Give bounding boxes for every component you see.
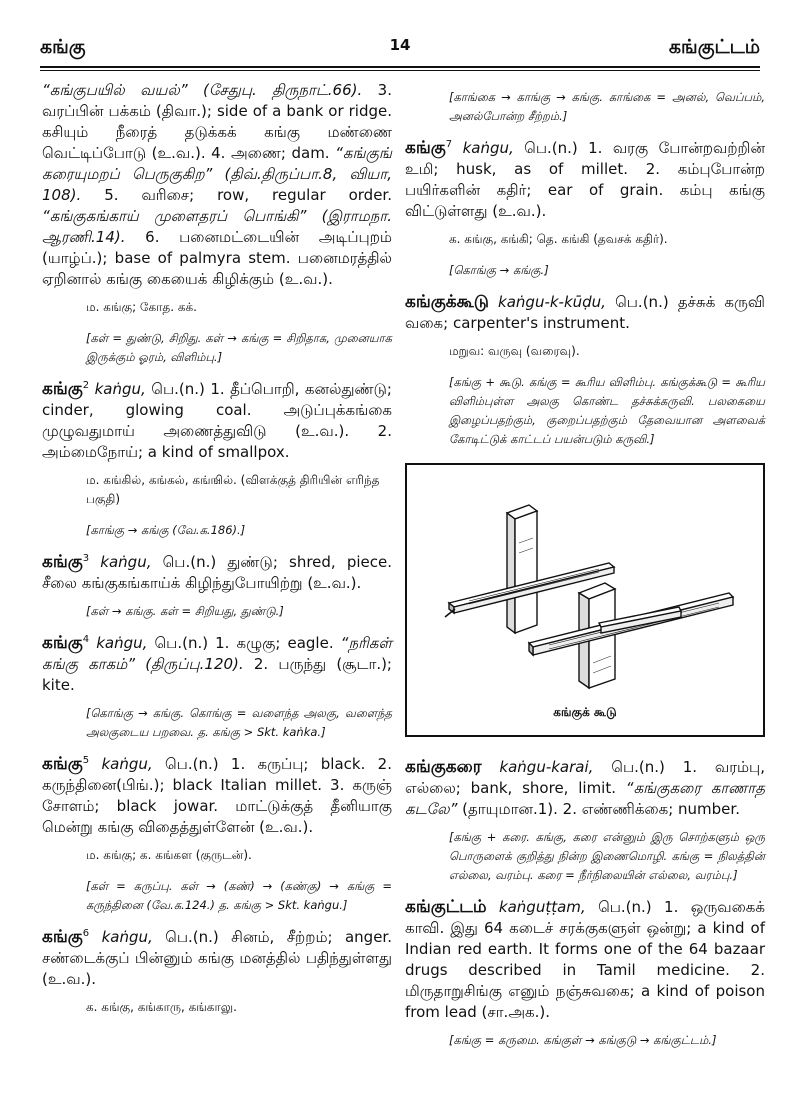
homonym-number: 3: [82, 553, 90, 564]
etymology: [கள் → கங்கு. கள் = சிறியது, துண்டு.]: [86, 604, 284, 618]
entry-kangu-7: [405, 138, 765, 222]
headword: கங்கு: [42, 379, 83, 399]
etymology: [கள் = துண்டு, சிறிது. கள் → கங்கு = சிறிதாக, முனையாக இருக்கும் ஓரம், விளிம்பு.]: [86, 331, 392, 364]
etymology: [காங்கு → கங்கு (வே.க.186).]: [86, 523, 246, 537]
headword: கங்குக்கூடு: [405, 292, 489, 312]
cognates: க. கங்கு, கங்கி; தெ. கங்கி (தவசக் கதிர்).: [449, 232, 668, 246]
left-guide-word: கங்கு: [40, 36, 86, 58]
right-guide-word: கங்குட்டம்: [668, 36, 760, 58]
headword: கங்கு: [42, 754, 83, 774]
definition-text: பெ.(n.) 1. கழுகு; eagle.: [147, 634, 341, 652]
transliteration: kaṅgu,: [101, 755, 153, 773]
definition-text: 2. பருந்து (சூடா.); kite.: [42, 655, 392, 694]
quote: “நரிகள் கங்கு காகம்” (திருப்பு.120).: [42, 634, 392, 673]
entry-kangu-4: [42, 633, 392, 696]
etymology: [கங்கு + கூடு. கங்கு = கூரிய விளிம்பு. கங்குக்கூடு = கூரிய விளிம்புள்ள அலகு கொண்ட தச்சுக்கருவி. பலகையை இழைப்பதற்கும், குறைப்பதற்கும் தேவையான அளவைக் கோடிட்டுக் காட்டப் பயன்படும் கருவி.]: [449, 375, 765, 446]
cognates: ம. கங்கு; கோத. கக்.: [86, 300, 197, 314]
cognates: ம. கங்கில், கங்கல், கங்ஙில். (விளக்குத் திரியின் எரிந்த பகுதி): [86, 473, 380, 506]
entry-kangu-5: [42, 754, 392, 838]
left-column: [42, 80, 392, 1029]
etymology: [கங்கு = கருமை. கங்குள் → கங்குடு → கங்குட்டம்.]: [449, 1033, 717, 1047]
headword: கங்குகரை: [405, 757, 482, 777]
etymology: [காங்கை → காங்கு → கங்கு. காங்கை = அனல், வெப்பம், அனல்போன்ற சீற்றம்.]: [449, 90, 765, 123]
definition-text: பெ.(n.) 1. வரம்பு, எல்லை; bank, shore, limit.: [405, 758, 765, 797]
header-rule: [40, 66, 760, 68]
transliteration: kaṅgu-karai,: [499, 758, 594, 776]
quote: “கங்குங் கரையுமறப் பெருகுகிற” (திவ்.திருப்பா.8, வியா, 108).: [42, 144, 392, 204]
transliteration: kaṅgu,: [101, 928, 153, 946]
entry-kanguttam: [405, 897, 765, 1023]
definition-text: 5. வரிசை; row, regular order.: [81, 186, 392, 204]
definition-text: பெ.(n.) துண்டு; shred, piece. சீலை கங்குகங்காய்க் கிழிந்துபோயிற்று (உ.வ.).: [42, 553, 392, 592]
right-column: [405, 80, 765, 1062]
quote: “கங்குகரை காணாத கடலே”: [405, 779, 765, 818]
etymology: [கங்கு + கரை. கங்கு, கரை என்னும் இரு சொற்களும் ஒரு பொருளைக் குறித்து நின்ற இணைமொழி. கங்கு = நிலத்தின் எல்லை, வரம்பு. கரை = நீர்நிலையின் எல்லை, வரம்பு.]: [449, 830, 765, 882]
definition-text: பெ.(n.) தச்சுக் கருவி வகை; carpenter's instrument.: [405, 293, 765, 332]
citation: (சேதுபு. திருநாட்.66).: [203, 81, 363, 99]
page-header: [40, 36, 760, 66]
etymology: [கொங்கு → கங்கு. கொங்கு = வளைந்த அலகு, வளைந்த அலகுடைய பறவை. த. கங்கு > Skt. kaṅka.]: [86, 706, 392, 739]
headword: கங்குட்டம்: [405, 897, 487, 917]
homonym-number: 4: [82, 634, 90, 645]
definition-text: (தாயுமான.1). 2. எண்ணிக்கை; number.: [457, 800, 740, 818]
cognates: ம. கங்கு; க. கங்கள (குருடன்).: [86, 848, 252, 862]
definition-text: பெ.(n.) 1. வரகு போன்றவற்றின் உமி; husk, as of millet. 2. கம்புபோன்ற பயிர்களின் கதிர்; ear of grain. கம்பு கங்கு விட்டுள்ளது (உ.வ.).: [405, 139, 765, 220]
headword: கங்கு: [42, 633, 83, 653]
definition-text: பெ.(n.) சினம், சீற்றம்; anger. சண்டைக்குப் பின்னும் கங்கு மனத்தில் பதிந்துள்ளது (உ.வ.).: [42, 928, 392, 988]
headword: கங்கு: [42, 552, 83, 572]
figure-box: [405, 463, 765, 737]
header-rule-thin: [40, 70, 760, 71]
homonym-number: 5: [82, 755, 90, 766]
transliteration: kaṅgu,: [100, 553, 152, 571]
transliteration: kaṅgu,: [96, 634, 148, 652]
homonym-number: 7: [445, 139, 453, 150]
marking-gauge-illustration: [429, 483, 745, 703]
transliteration: kaṅgu-k-kūḍu,: [498, 293, 606, 311]
headword: கங்கு: [42, 927, 83, 947]
entry-kangukarai: [405, 757, 765, 820]
definition-text: பெ.(n.) 1. தீப்பொறி, கனல்துண்டு; cinder, glowing coal. அடுப்புக்கங்கை முழுவதுமாய் அணைத்துவிடு (உ.வ.). 2. அம்மைநோய்; a kind of smallpox.: [42, 380, 392, 461]
entry-kangu-3: [42, 552, 392, 594]
transliteration: kaṅgu,: [94, 380, 146, 398]
figure-caption: கங்குக் கூடு: [553, 705, 617, 719]
continued-entry: [42, 80, 392, 290]
headword: கங்கு: [405, 138, 446, 158]
definition-text: 3. வரப்பின் பக்கம் (திவா.); side of a bank or ridge. கசியும் நீரைத் தடுக்கக் கங்கு மண்ணை வெட்டிப்போடு (உ.வ.). 4. அணை; dam.: [42, 81, 392, 162]
cognates: க. கங்கு, கங்காரு, கங்காலு.: [86, 1000, 237, 1014]
homonym-number: 6: [82, 928, 90, 939]
definition-text: பெ.(n.) 1. கருப்பு; black. 2. கருந்தினை(பிங்.); black Italian millet. 3. கருஞ் சோளம்; black jowar. மாட்டுக்குத் தீனியாகு மென்று கங்கு விதைத்துள்ளேன் (உ.வ.).: [42, 755, 392, 836]
transliteration: kaṅguṭṭam,: [498, 898, 586, 916]
quote: “கங்குகங்காய் முளைதரப் பொங்கி” (இராமநா. ஆரணி.14).: [42, 207, 392, 246]
page-number: 14: [389, 36, 411, 54]
definition-text: 6. பனைமட்டையின் அடிப்புறம் (யாழ்ப்.); base of palmyra stem. பனைமரத்தில் ஏறினால் கங்கு கையைக் கிழிக்கும் (உ.வ.).: [42, 228, 392, 288]
entry-kangukkudu: [405, 292, 765, 334]
etymology: [கள் = கருப்பு. கள் → (கண்) → (கண்கு) → கங்கு = கருந்தினை (வே.க.124.) த. கங்கு > Skt. kaṅgu.]: [86, 879, 392, 912]
definition-text: பெ.(n.) 1. ஒருவகைக் காவி. இது 64 கடைச் சரக்குகளுள் ஒன்று; a kind of Indian red earth. It forms one of the 64 bazaar drugs described in Tamil medicine. 2. மிருதாறுசிங்கு எனும் நஞ்சுவகை; a kind of poison from lead (சா.அக.).: [405, 898, 765, 1021]
entry-kangu-6: [42, 927, 392, 990]
entry-kangu-2: [42, 379, 392, 463]
synonym: மறுவ: வருவு (வரைவு).: [449, 344, 580, 358]
quote: “கங்குபயில் வயல்”: [42, 81, 204, 99]
etymology: [கொங்கு → கங்கு.]: [449, 263, 549, 277]
homonym-number: 2: [82, 380, 90, 391]
transliteration: kaṅgu,: [462, 139, 514, 157]
